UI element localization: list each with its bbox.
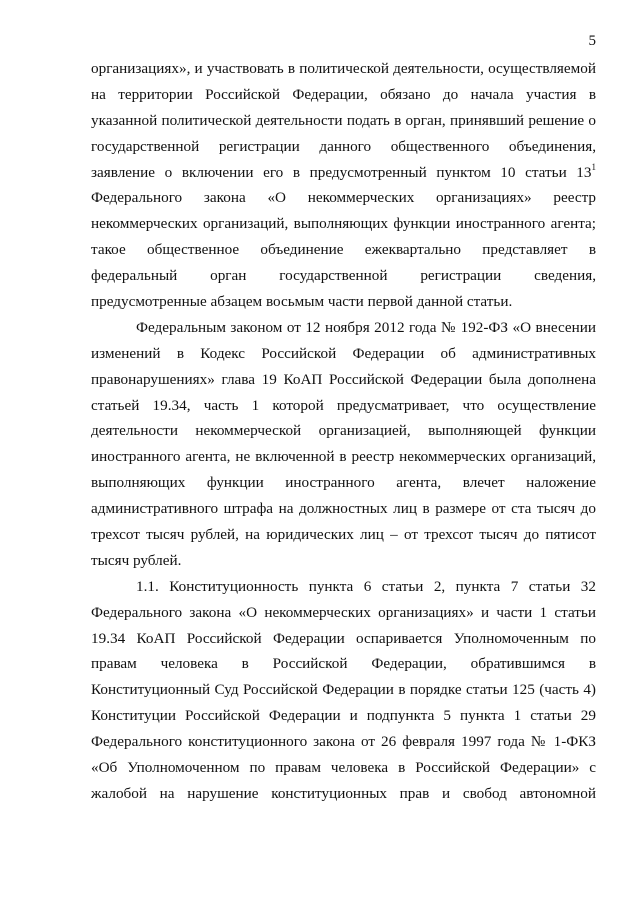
text-line: указанной политической деятельности подать в орган, принявший решение о bbox=[91, 111, 596, 129]
text-line: Конституции Российской Федерации и подпункта 5 пункта 1 статьи 29 bbox=[91, 707, 596, 725]
text-line: правам человека в Российской Федерации, обратившимся в bbox=[91, 655, 596, 673]
text-line: трехсот тысяч рублей, на юридических лиц – от трехсот тысяч до пятисот bbox=[91, 526, 596, 544]
text-line: организациях», и участвовать в политической деятельности, осуществляемой bbox=[91, 60, 596, 77]
text-line: на территории Российской Федерации, обязано до начала участия в bbox=[91, 85, 596, 103]
text-line: федеральный орган государственной регистрации сведения, bbox=[91, 267, 596, 285]
text-line: некоммерческих организаций, выполняющих функции иностранного агента; bbox=[91, 215, 596, 233]
superscript-mark: 1 bbox=[591, 161, 596, 172]
text-line: тысяч рублей. bbox=[91, 551, 182, 569]
text-line: иностранного агента, не включенной в реестр некоммерческих организаций, bbox=[91, 448, 596, 466]
text-line: Федеральным законом от 12 ноября 2012 года № 192-ФЗ «О внесении bbox=[136, 318, 596, 336]
text-line: предусмотренные абзацем восьмым части первой данной статьи. bbox=[91, 293, 513, 311]
text-line: такое общественное объединение ежеквартально представляет в bbox=[91, 241, 596, 259]
text-line-with-superscript bbox=[91, 160, 596, 186]
text-line: Федерального закона «О некоммерческих организациях» и части 1 статьи bbox=[91, 603, 596, 621]
text-line: 19.34 КоАП Российской Федерации оспаривается Уполномоченным по bbox=[91, 629, 596, 647]
text-line-content: заявление о включении его в предусмотренный пунктом 10 статьи 13 bbox=[91, 163, 592, 181]
text-line: жалобой на нарушение конституционных прав и свобод автономной bbox=[91, 784, 596, 802]
text-line: правонарушениях» глава 19 КоАП Российской Федерации была дополнена bbox=[91, 370, 596, 388]
text-line: деятельности некоммерческой организацией, выполняющей функции bbox=[91, 422, 596, 440]
text-line: «Об Уполномоченном по правам человека в Российской Федерации» с bbox=[91, 759, 596, 777]
text-line: выполняющих функции иностранного агента, влечет наложение bbox=[91, 474, 596, 492]
text-line: 1.1. Конституционность пункта 6 статьи 2, пункта 7 статьи 32 bbox=[136, 577, 596, 595]
text-line: Федерального закона «О некоммерческих организациях» реестр bbox=[91, 189, 596, 207]
text-line: административного штрафа на должностных лиц в размере от ста тысяч до bbox=[91, 500, 596, 518]
document-body bbox=[91, 56, 596, 807]
text-line: статьей 19.34, часть 1 которой предусматривает, что осуществление bbox=[91, 396, 596, 414]
page-number: 5 bbox=[588, 33, 596, 49]
text-line: Конституционный Суд Российской Федерации в порядке статьи 125 (часть 4) bbox=[91, 681, 596, 699]
text-line: государственной регистрации данного общественного объединения, bbox=[91, 137, 596, 155]
text-line: изменений в Кодекс Российской Федерации об административных bbox=[91, 344, 596, 362]
text-line: Федерального конституционного закона от 26 февраля 1997 года № 1-ФКЗ bbox=[91, 733, 596, 751]
